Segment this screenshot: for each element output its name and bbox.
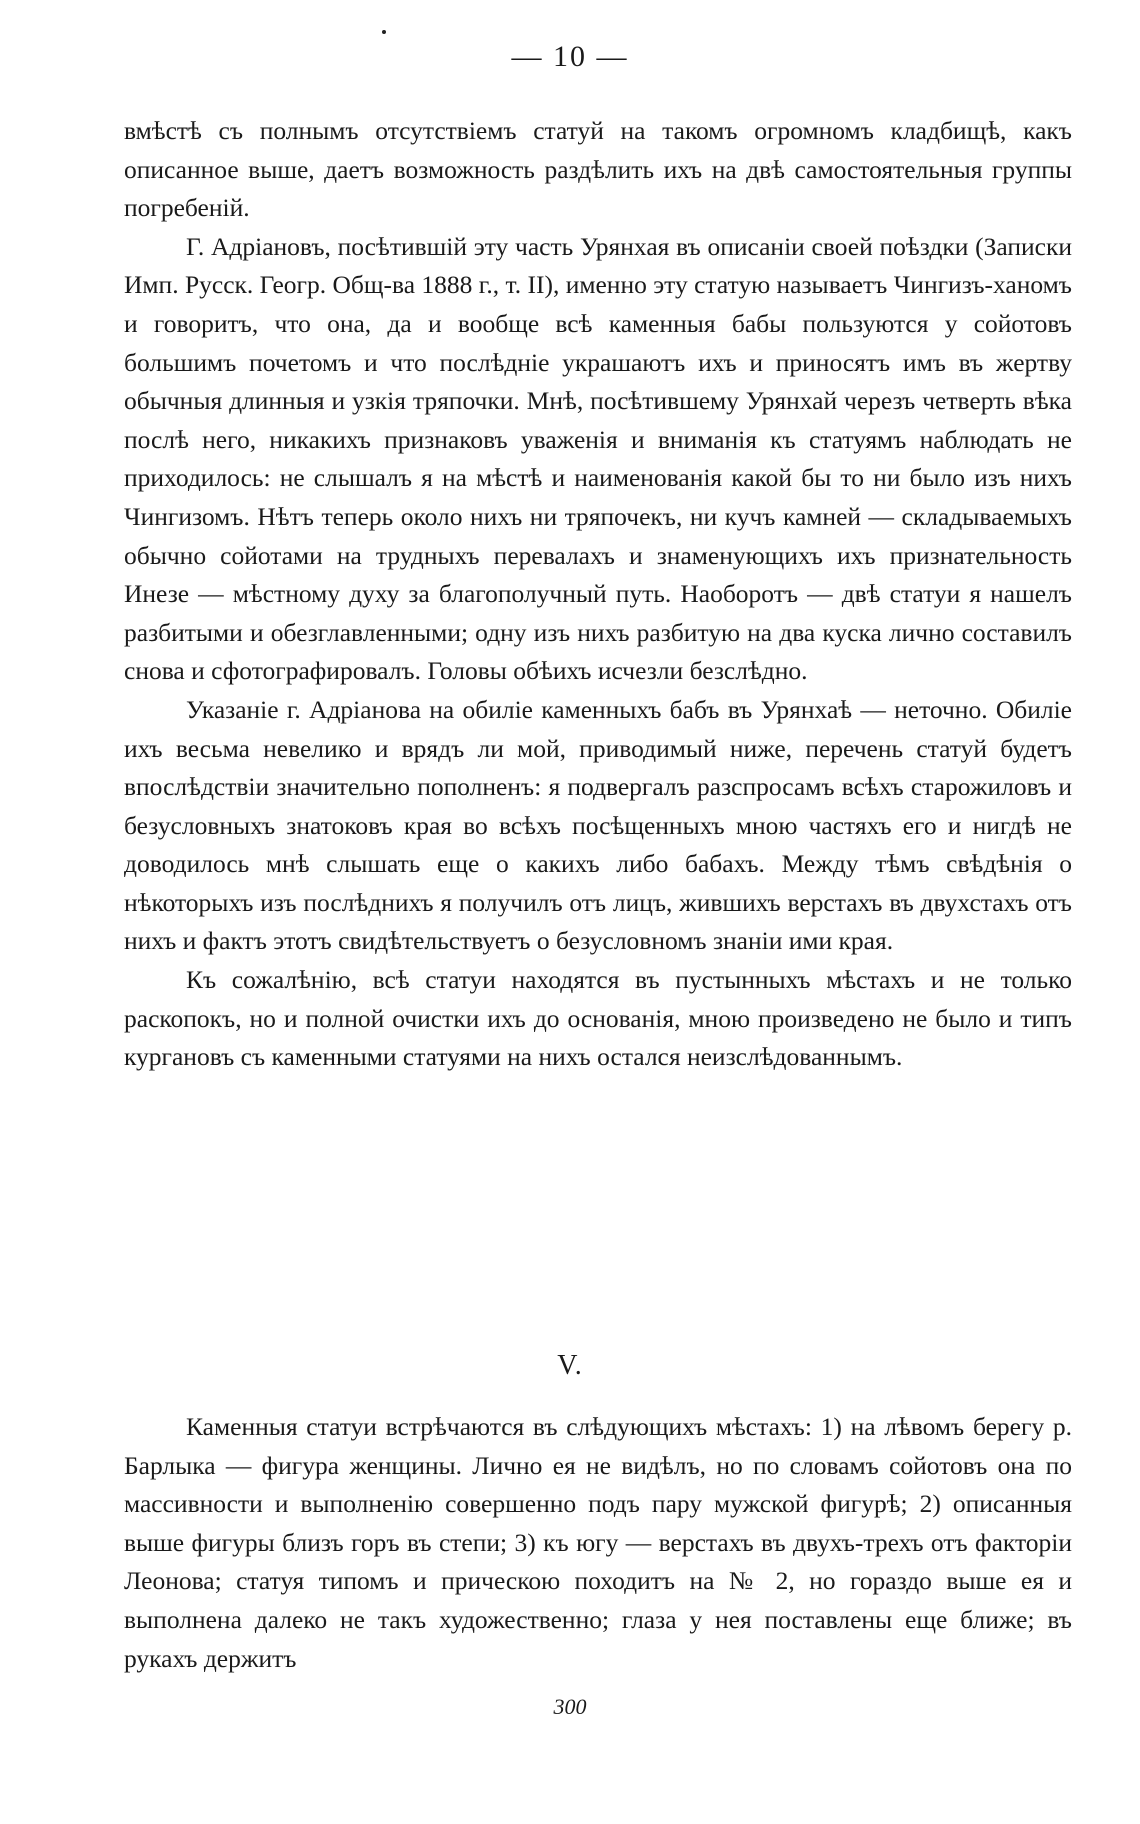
paragraph-3: Указаніе г. Адріанова на обиліе каменныхъ бабъ въ Урянхаѣ — неточно. Обиліе ихъ весьма невелико и врядъ ли мой, приводимый ниже, перечень статуй будетъ впослѣдствіи значительно пополненъ: я подвергалъ разспросамъ всѣхъ старожиловъ и безусловныхъ знатоковъ края во всѣхъ посѣщенныхъ мною частяхъ его и нигдѣ не доводилось мнѣ слышать еще о какихъ либо бабахъ. Между тѣмъ свѣдѣнія о нѣкоторыхъ изъ послѣднихъ я получилъ отъ лицъ, жившихъ верстахъ въ двухстахъ отъ нихъ и фактъ этотъ свидѣтельствуетъ о безусловномъ знаніи ими края. [124, 694, 1072, 956]
print-speck [382, 30, 386, 34]
page-number-bottom: 300 [553, 1694, 587, 1719]
section-heading: V. [557, 1350, 583, 1381]
paragraph-1: вмѣстѣ съ полнымъ отсутствіемъ статуй на такомъ огромномъ кладбищѣ, какъ описанное выше, даетъ возможность раздѣлить ихъ на двѣ самостоятельныя группы погребеній. [124, 116, 1072, 223]
section-paragraph: Каменныя статуи встрѣчаются въ слѣдующихъ мѣстахъ: 1) на лѣвомъ берегу р. Барлыка — фигура женщины. Лично ея не видѣлъ, но по словамъ сойотовъ она по массивности и выполненію совершенно подъ пару мужской фигурѣ; 2) описанныя выше фигуры близъ горъ въ степи; 3) къ югу — верстахъ въ двухъ-трехъ отъ факторіи Леонова; статуя типомъ и прическою походитъ на № 2, но гораздо выше ея и выполнена далеко не такъ художественно; глаза у нея поставлены еще ближе; въ рукахъ держитъ [124, 1412, 1072, 1673]
paragraph-2: Г. Адріановъ, посѣтившій эту часть Урянхая въ описаніи своей поѣздки (Записки Имп. Русск. Геогр. Общ-ва 1888 г., т. II), именно эту статую называетъ Чингизъ-ханомъ и говоритъ, что она, да и вообще всѣ каменныя бабы пользуются у сойотовъ большимъ почетомъ и что послѣдніе украшаютъ ихъ и приносятъ имъ въ жертву обычныя длинныя и узкія тряпочки. Мнѣ, посѣтившему Урянхай черезъ четверть вѣка послѣ него, никакихъ признаковъ уваженія и вниманія къ статуямъ наблюдать не приходилось: не слышалъ я на мѣстѣ и наименованія какой бы то ни было изъ нихъ Чингизомъ. Нѣтъ теперь около нихъ ни тряпочекъ, ни кучъ камней — складываемыхъ обычно сойотами на трудныхъ перевалахъ и знаменующихъ ихъ признательность Инезе — мѣстному духу за благополучный путь. Наоборотъ — двѣ статуи я нашелъ разбитыми и обезглавленными; одну изъ нихъ разбитую на два куска лично составилъ снова и сфотографировалъ. Головы обѣихъ исчезли безслѣдно. [124, 231, 1072, 686]
page-number-top: — 10 — [511, 40, 629, 73]
paragraph-4: Къ сожалѣнію, всѣ статуи находятся въ пустынныхъ мѣстахъ и не только раскопокъ, но и полной очистки ихъ до основанія, мною произведено не было и типъ кургановъ съ каменными статуями на нихъ остался неизслѣдованнымъ. [124, 965, 1072, 1072]
section-text [124, 1408, 1072, 1678]
main-text [124, 112, 1072, 1077]
